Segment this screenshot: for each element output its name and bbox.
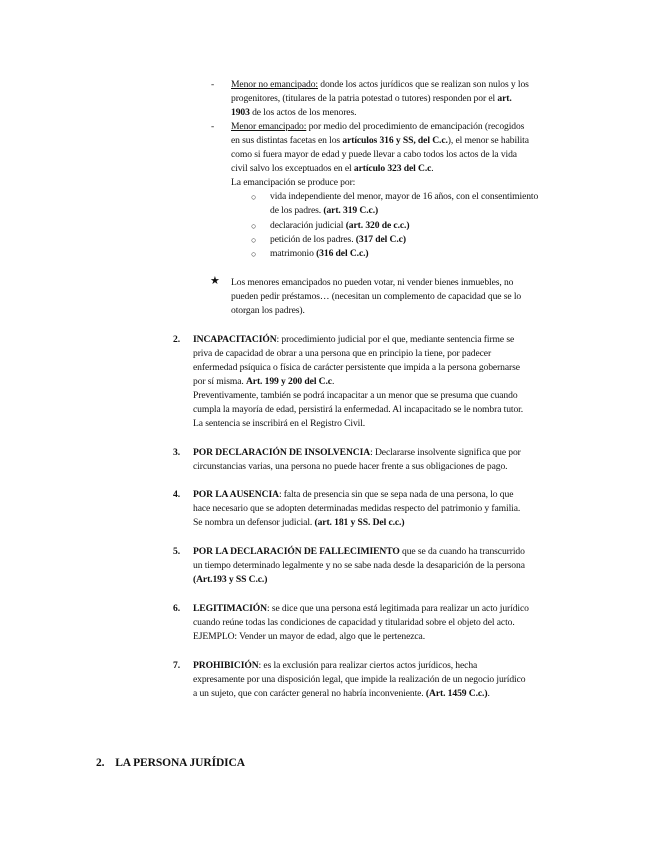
text: : Declararse insolvente significa que por <box>370 447 521 458</box>
text: : procedimiento judicial por el que, mediante sentencia firme se <box>276 334 515 345</box>
prohibition-line-3 <box>193 687 490 701</box>
section-title: LEGITIMACIÓN <box>193 603 267 614</box>
minor-emancipated-label: Menor emancipado: <box>231 121 307 132</box>
section-number: 4. <box>173 489 180 500</box>
section-number: 7. <box>173 660 180 671</box>
article-ref: art. <box>495 93 512 104</box>
article-ref: (art. 320 de c.c.) <box>345 220 410 231</box>
text: . <box>431 163 434 174</box>
insolvency-line-2: circunstancias varias, una persona no puede hacer frente a sus obligaciones de pago. <box>193 461 508 472</box>
text: progenitores, (titulares de la patria potestad o tutores) responden por el <box>231 93 496 104</box>
text: de los padres. <box>270 205 324 216</box>
text: : se dice que una persona está legitimada para realizar un acto jurídico <box>266 603 529 614</box>
death-declaration-line-3 <box>193 573 267 587</box>
dash-bullet: - <box>211 79 215 90</box>
section-heading-legal-person <box>96 756 245 770</box>
text: petición de los padres. <box>270 234 356 245</box>
text: ), el menor se habilita <box>447 135 529 146</box>
incapacitation-line-4 <box>193 375 334 389</box>
article-ref: (art. 319 C.c.) <box>323 205 379 216</box>
article-ref: (art. 181 y SS. Del c.c.) <box>314 517 405 528</box>
text: por sí misma. <box>193 376 246 387</box>
emancipation-intro: La emancipación se produce por: <box>231 177 356 188</box>
heading-title: LA PERSONA JURÍDICA <box>115 757 245 769</box>
legitimation-line-1 <box>193 602 529 616</box>
heading-number: 2. <box>96 757 105 769</box>
minor-emancipated-line-1 <box>231 120 524 134</box>
emancipation-item-1-line-1: vida independiente del menor, mayor de 16 años, con el consentimiento <box>270 191 539 202</box>
minor-not-emancipated-line-1 <box>231 78 529 92</box>
absence-line-1 <box>193 488 513 502</box>
text: por medio del procedimiento de emancipación (recogidos <box>306 121 525 132</box>
article-ref: (Art.193 y SS C.c.) <box>193 574 268 585</box>
text: civil salvo los exceptuados en el <box>231 163 354 174</box>
circle-bullet: ○ <box>251 192 257 202</box>
text: . <box>487 688 490 699</box>
section-title: POR LA DECLARACIÓN DE FALLECIMIENTO <box>193 546 400 557</box>
legitimation-line-2: cuando reúne todas las condiciones de capacidad y titularidad sobre el objeto del acto. <box>193 617 515 628</box>
article-ref: 1903 <box>231 107 250 118</box>
incapacitation-line-7: La sentencia se inscribirá en el Registro Civil. <box>193 418 366 429</box>
article-ref: artículos 316 y SS, del C.c. <box>342 135 448 146</box>
death-declaration-line-2: un tiempo determinado legalmente y no se sabe nada desde la desaparición de la persona <box>193 560 525 571</box>
text: a un sujeto, que con carácter general no habría inconveniente. <box>193 688 426 699</box>
text: en sus distintas facetas en los <box>231 135 343 146</box>
minor-not-emancipated-label: Menor no emancipado: <box>231 79 318 90</box>
section-title: POR LA AUSENCIA <box>193 489 279 500</box>
text: : es la exclusión para realizar ciertos actos jurídicos, hecha <box>258 660 478 671</box>
article-ref: (316 del C.c.) <box>316 248 369 259</box>
incapacitation-line-3: enfermedad psíquica o física de carácter persistente que impida a la persona gobernarse <box>193 362 520 373</box>
text: declaración judicial <box>270 220 346 231</box>
insolvency-line-1 <box>193 446 521 460</box>
prohibition-line-1 <box>193 659 477 673</box>
circle-bullet: ○ <box>251 221 257 231</box>
legitimation-line-3: EJEMPLO: Vender un mayor de edad, algo que le pertenezca. <box>193 631 426 642</box>
minor-emancipated-line-3: como si fuera mayor de edad y puede llevar a cabo todos los actos de la vida <box>231 149 517 160</box>
dash-bullet: - <box>211 121 215 132</box>
section-number: 3. <box>173 447 180 458</box>
emancipation-item-1-line-2 <box>270 204 378 218</box>
text: . <box>331 376 335 387</box>
emancipation-item-3 <box>270 233 406 247</box>
section-number: 2. <box>173 334 180 345</box>
death-declaration-line-1 <box>193 545 525 559</box>
minor-not-emancipated-line-3 <box>231 106 356 120</box>
incapacitation-line-6: cumpla la mayoría de edad, persistirá la enfermedad. Al incapacitado se le nombra tutor. <box>193 404 524 415</box>
text: de los actos de los menores. <box>249 107 357 118</box>
star-icon: ★ <box>210 275 220 287</box>
star-note-line-3: otorgan los padres). <box>231 305 305 316</box>
incapacitation-line-2: priva de capacidad de obrar a una persona que en principio la tiene, por padecer <box>193 348 492 359</box>
section-number: 6. <box>173 603 180 614</box>
text: Se nombra un defensor judicial. <box>193 517 315 528</box>
article-ref: artículo 323 del C.c <box>353 163 432 174</box>
circle-bullet: ○ <box>251 235 257 245</box>
text: matrimonio <box>270 248 317 259</box>
minor-emancipated-line-2 <box>231 134 529 148</box>
text: donde los actos jurídicos que se realizan son nulos y los <box>317 79 529 90</box>
absence-line-3 <box>193 516 404 530</box>
prohibition-line-2: expresamente por una disposición legal, que impide la realización de un negocio jurídico <box>193 674 526 685</box>
star-note-line-1: Los menores emancipados no pueden votar, ni vender bienes inmuebles, no <box>231 277 514 288</box>
incapacitation-line-1 <box>193 333 514 347</box>
article-ref: (Art. 1459 C.c.) <box>425 688 488 699</box>
minor-not-emancipated-line-2 <box>231 92 512 106</box>
star-note-line-2: pueden pedir préstamos… (necesitan un complemento de capacidad que se lo <box>231 291 522 302</box>
minor-emancipated-line-4 <box>231 162 434 176</box>
emancipation-item-2 <box>270 219 409 233</box>
section-title: POR DECLARACIÓN DE INSOLVENCIA <box>193 447 371 458</box>
absence-line-2: hace necesario que se adopten determinadas medidas respecto del patrimonio y familia. <box>193 503 521 514</box>
emancipation-item-4 <box>270 247 369 261</box>
article-ref: Art. 199 y 200 del C.c <box>245 376 332 387</box>
section-title: PROHIBICIÓN <box>193 660 259 671</box>
incapacitation-line-5: Preventivamente, también se podrá incapacitar a un menor que se presuma que cuando <box>193 390 518 401</box>
section-title: INCAPACITACIÓN <box>193 334 277 345</box>
text: que se da cuando ha transcurrido <box>399 546 525 557</box>
circle-bullet: ○ <box>251 249 257 259</box>
article-ref: (317 del C.c) <box>355 234 406 245</box>
text: : falta de presencia sin que se sepa nada de una persona, lo que <box>278 489 514 500</box>
section-number: 5. <box>173 546 180 557</box>
